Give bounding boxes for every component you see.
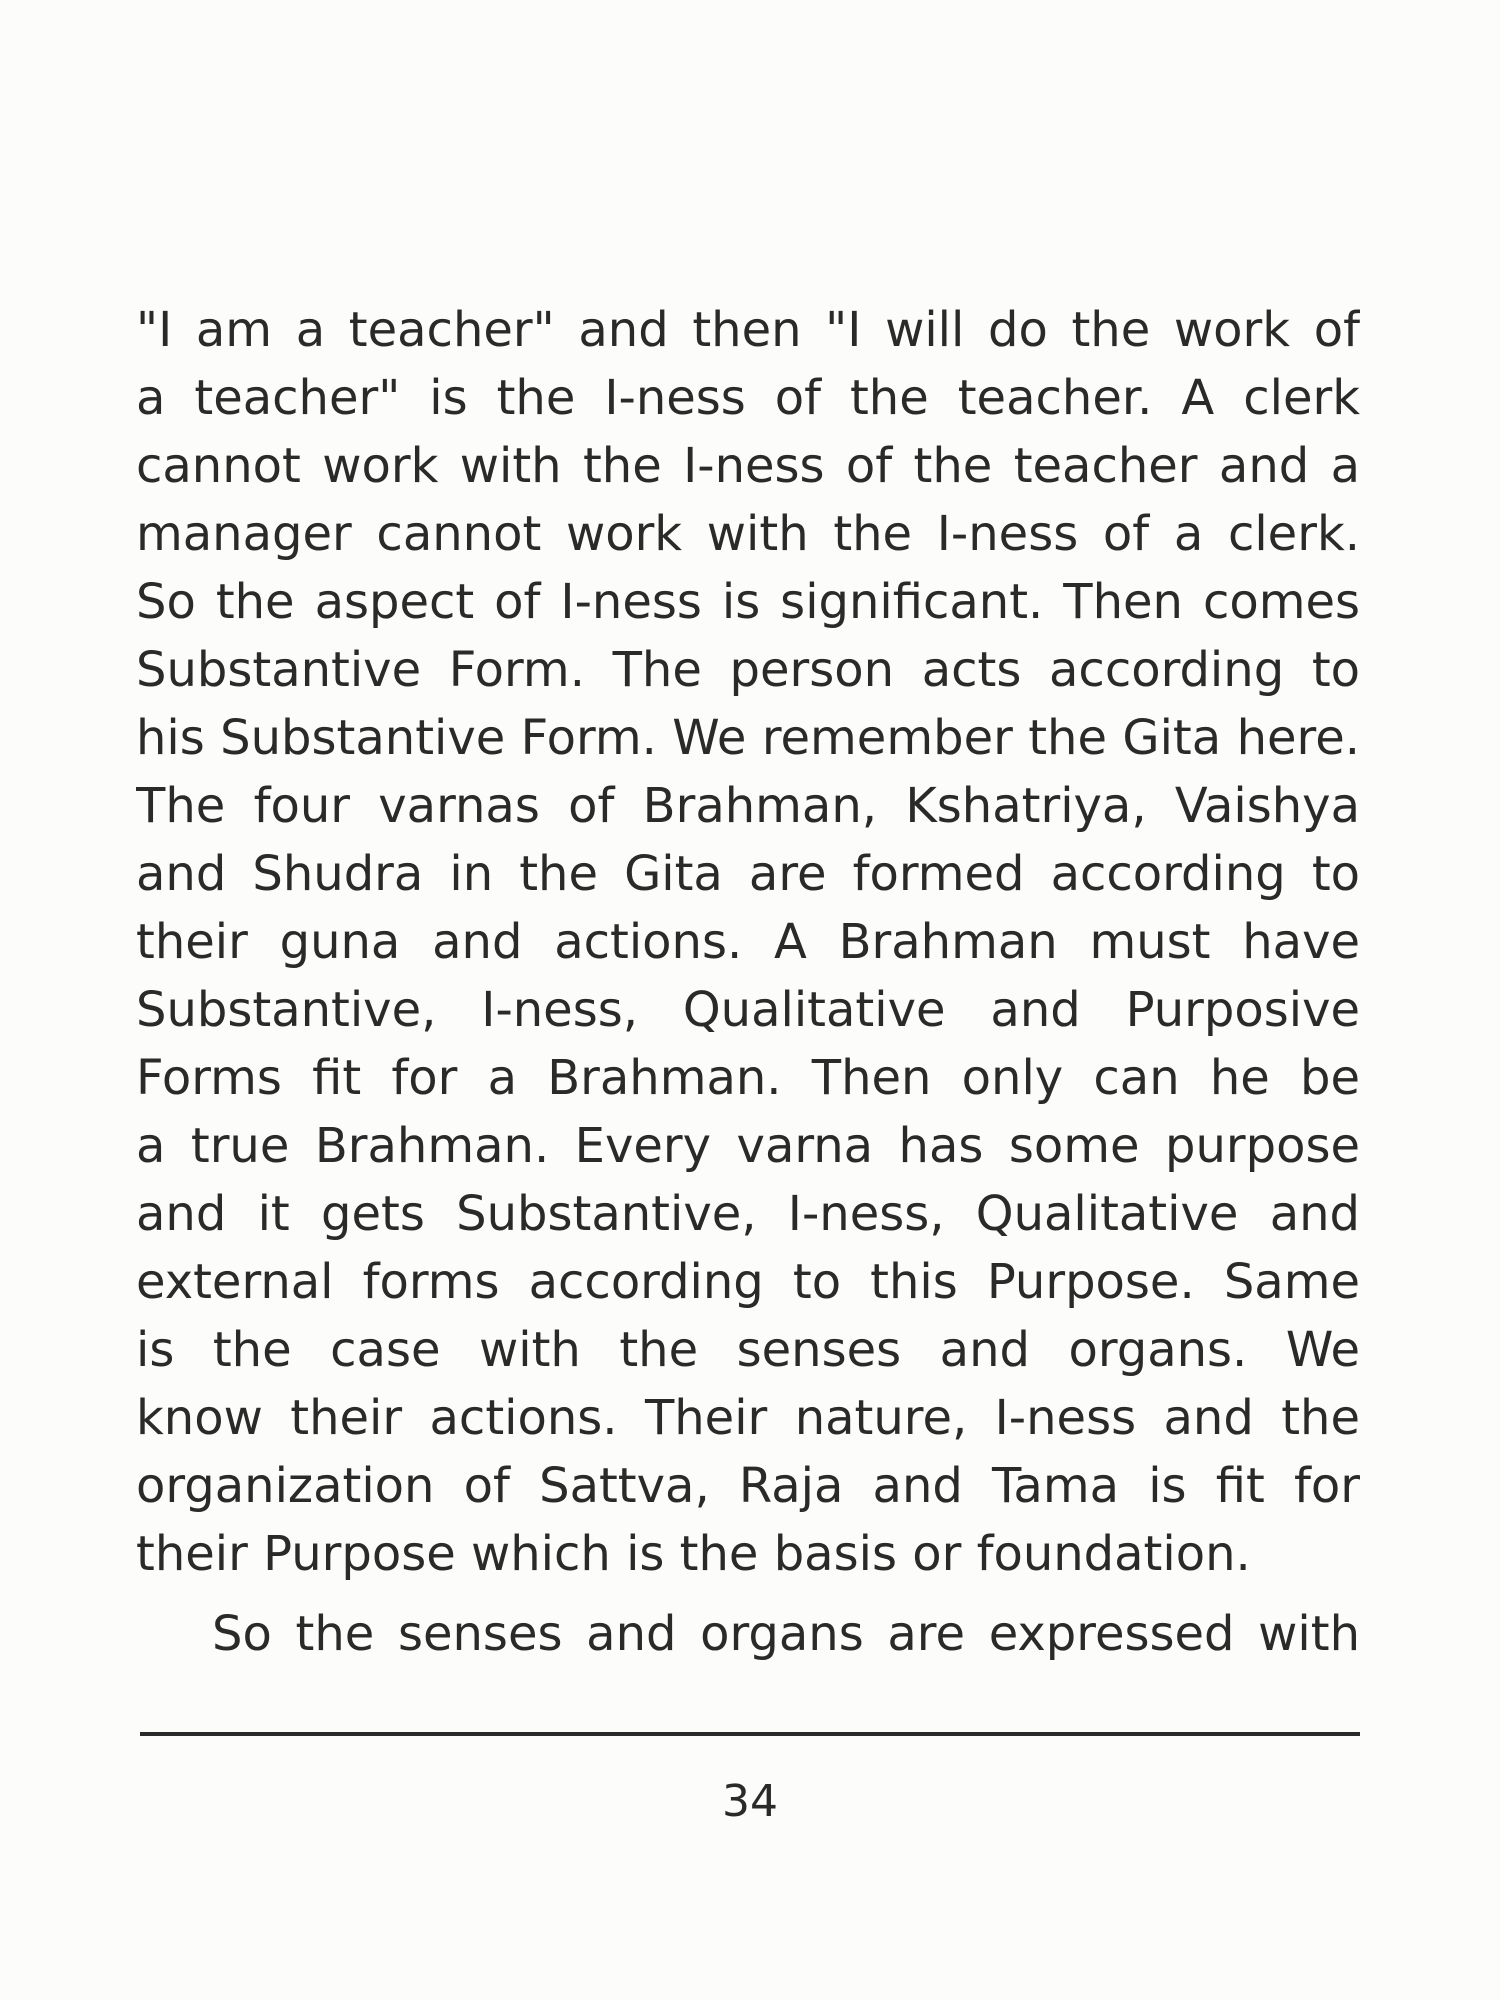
page-number: 34 bbox=[722, 1776, 778, 1827]
text-line: "I am a teacher" and then "I will do the work of bbox=[136, 302, 1360, 358]
text-line: and it gets Substantive, I-ness, Qualitative and bbox=[136, 1186, 1360, 1242]
text-line: their guna and actions. A Brahman must have bbox=[136, 914, 1360, 970]
text-line: a teacher" is the I-ness of the teacher. A clerk bbox=[136, 370, 1360, 426]
text-line: organization of Sattva, Raja and Tama is fit for bbox=[136, 1458, 1360, 1514]
text-line: Substantive Form. The person acts according to bbox=[136, 642, 1360, 698]
body-text bbox=[136, 296, 1360, 1668]
next-paragraph-line: So the senses and organs are expressed with bbox=[212, 1606, 1360, 1662]
text-line: and Shudra in the Gita are formed according to bbox=[136, 846, 1360, 902]
text-line: Forms fit for a Brahman. Then only can he be bbox=[136, 1050, 1360, 1106]
text-line-paragraph-end: their Purpose which is the basis or foundation. bbox=[136, 1526, 1251, 1582]
footer-rule bbox=[140, 1732, 1360, 1736]
text-line: external forms according to this Purpose. Same bbox=[136, 1254, 1360, 1310]
text-line: Substantive, I-ness, Qualitative and Purposive bbox=[136, 982, 1360, 1038]
text-line: a true Brahman. Every varna has some purpose bbox=[136, 1118, 1360, 1174]
text-line: is the case with the senses and organs. We bbox=[136, 1322, 1360, 1378]
text-line: cannot work with the I-ness of the teacher and a bbox=[136, 438, 1360, 494]
text-line: his Substantive Form. We remember the Gita here. bbox=[136, 710, 1360, 766]
text-line: The four varnas of Brahman, Kshatriya, Vaishya bbox=[136, 778, 1360, 834]
text-line: So the aspect of I-ness is significant. Then comes bbox=[136, 574, 1360, 630]
text-line: know their actions. Their nature, I-ness and the bbox=[136, 1390, 1360, 1446]
text-line: manager cannot work with the I-ness of a clerk. bbox=[136, 506, 1360, 562]
